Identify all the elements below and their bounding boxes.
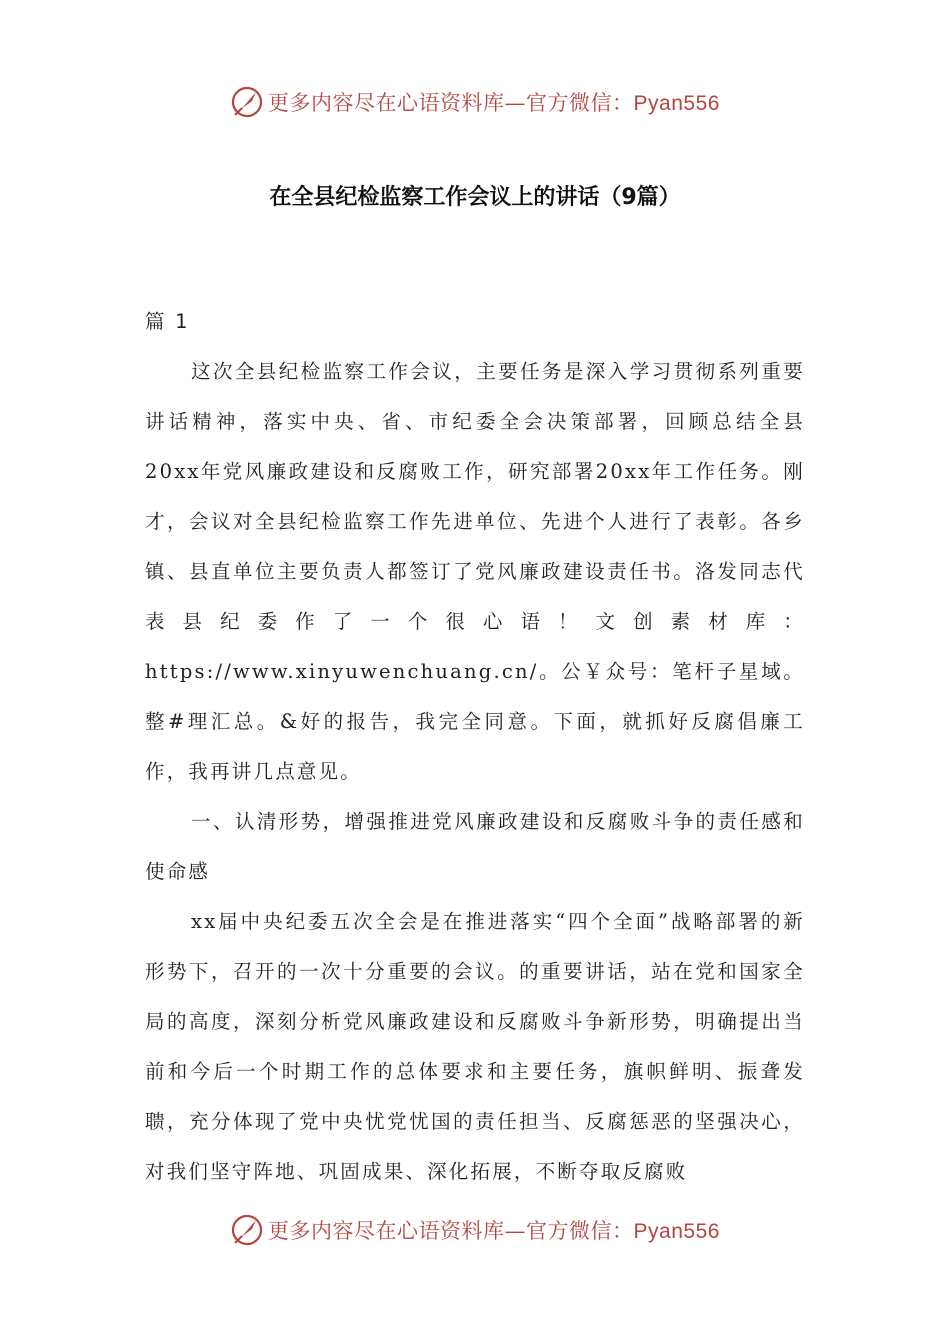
paragraph: 这次全县纪检监察工作会议，主要任务是深入学习贯彻系列重要讲话精神，落实中央、省、市纪委全会决策部署，回顾总结全县20xx年党风廉政建设和反腐败工作，研究部署20xx年工作任务。刚才，会议对全县纪检监察工作先进单位、先进个人进行了表彰。各乡镇、县直单位主要负责人都签订了党风廉政建设责任书。洛发同志代表县纪委作了一个很心语！文创素材库：https://www.xinyuwenchuang.cn/。公￥众号：笔杆子星域。整#理汇总。&好的报告，我完全同意。下面，就抓好反腐倡廉工作，我再讲几点意见。 [145,360,805,783]
document-title: 在全县纪检监察工作会议上的讲话（9篇） [269,185,681,210]
banner-text: 更多内容尽在心语资料库—官方微信：Pyan556 [268,91,720,115]
banner-wechat-id: Pyan556 [633,1220,720,1243]
document-body [145,297,805,1197]
footer-banner [0,1210,950,1250]
banner-wechat-id: Pyan556 [633,92,720,115]
paragraph: xx届中央纪委五次全会是在推进落实“四个全面”战略部署的新形势下，召开的一次十分重要的会议。的重要讲话，站在党和国家全局的高度，深刻分析党风廉政建设和反腐败斗争新形势，明确提出当前和今后一个时期工作的总体要求和主要任务，旗帜鲜明、振聋发聩，充分体现了党中央忧党忧国的责任担当、反腐惩恶的坚强决心，对我们坚守阵地、巩固成果、深化拓展，不断夺取反腐败 [145,910,805,1183]
quill-logo-icon [230,1213,264,1247]
header-banner [0,82,950,122]
quill-logo-icon [230,85,264,119]
chapter-heading: 篇 1 [145,310,190,333]
banner-text: 更多内容尽在心语资料库—官方微信：Pyan556 [268,1219,720,1243]
section-heading: 一、认清形势，增强推进党风廉政建设和反腐败斗争的责任感和使命感 [145,810,805,883]
